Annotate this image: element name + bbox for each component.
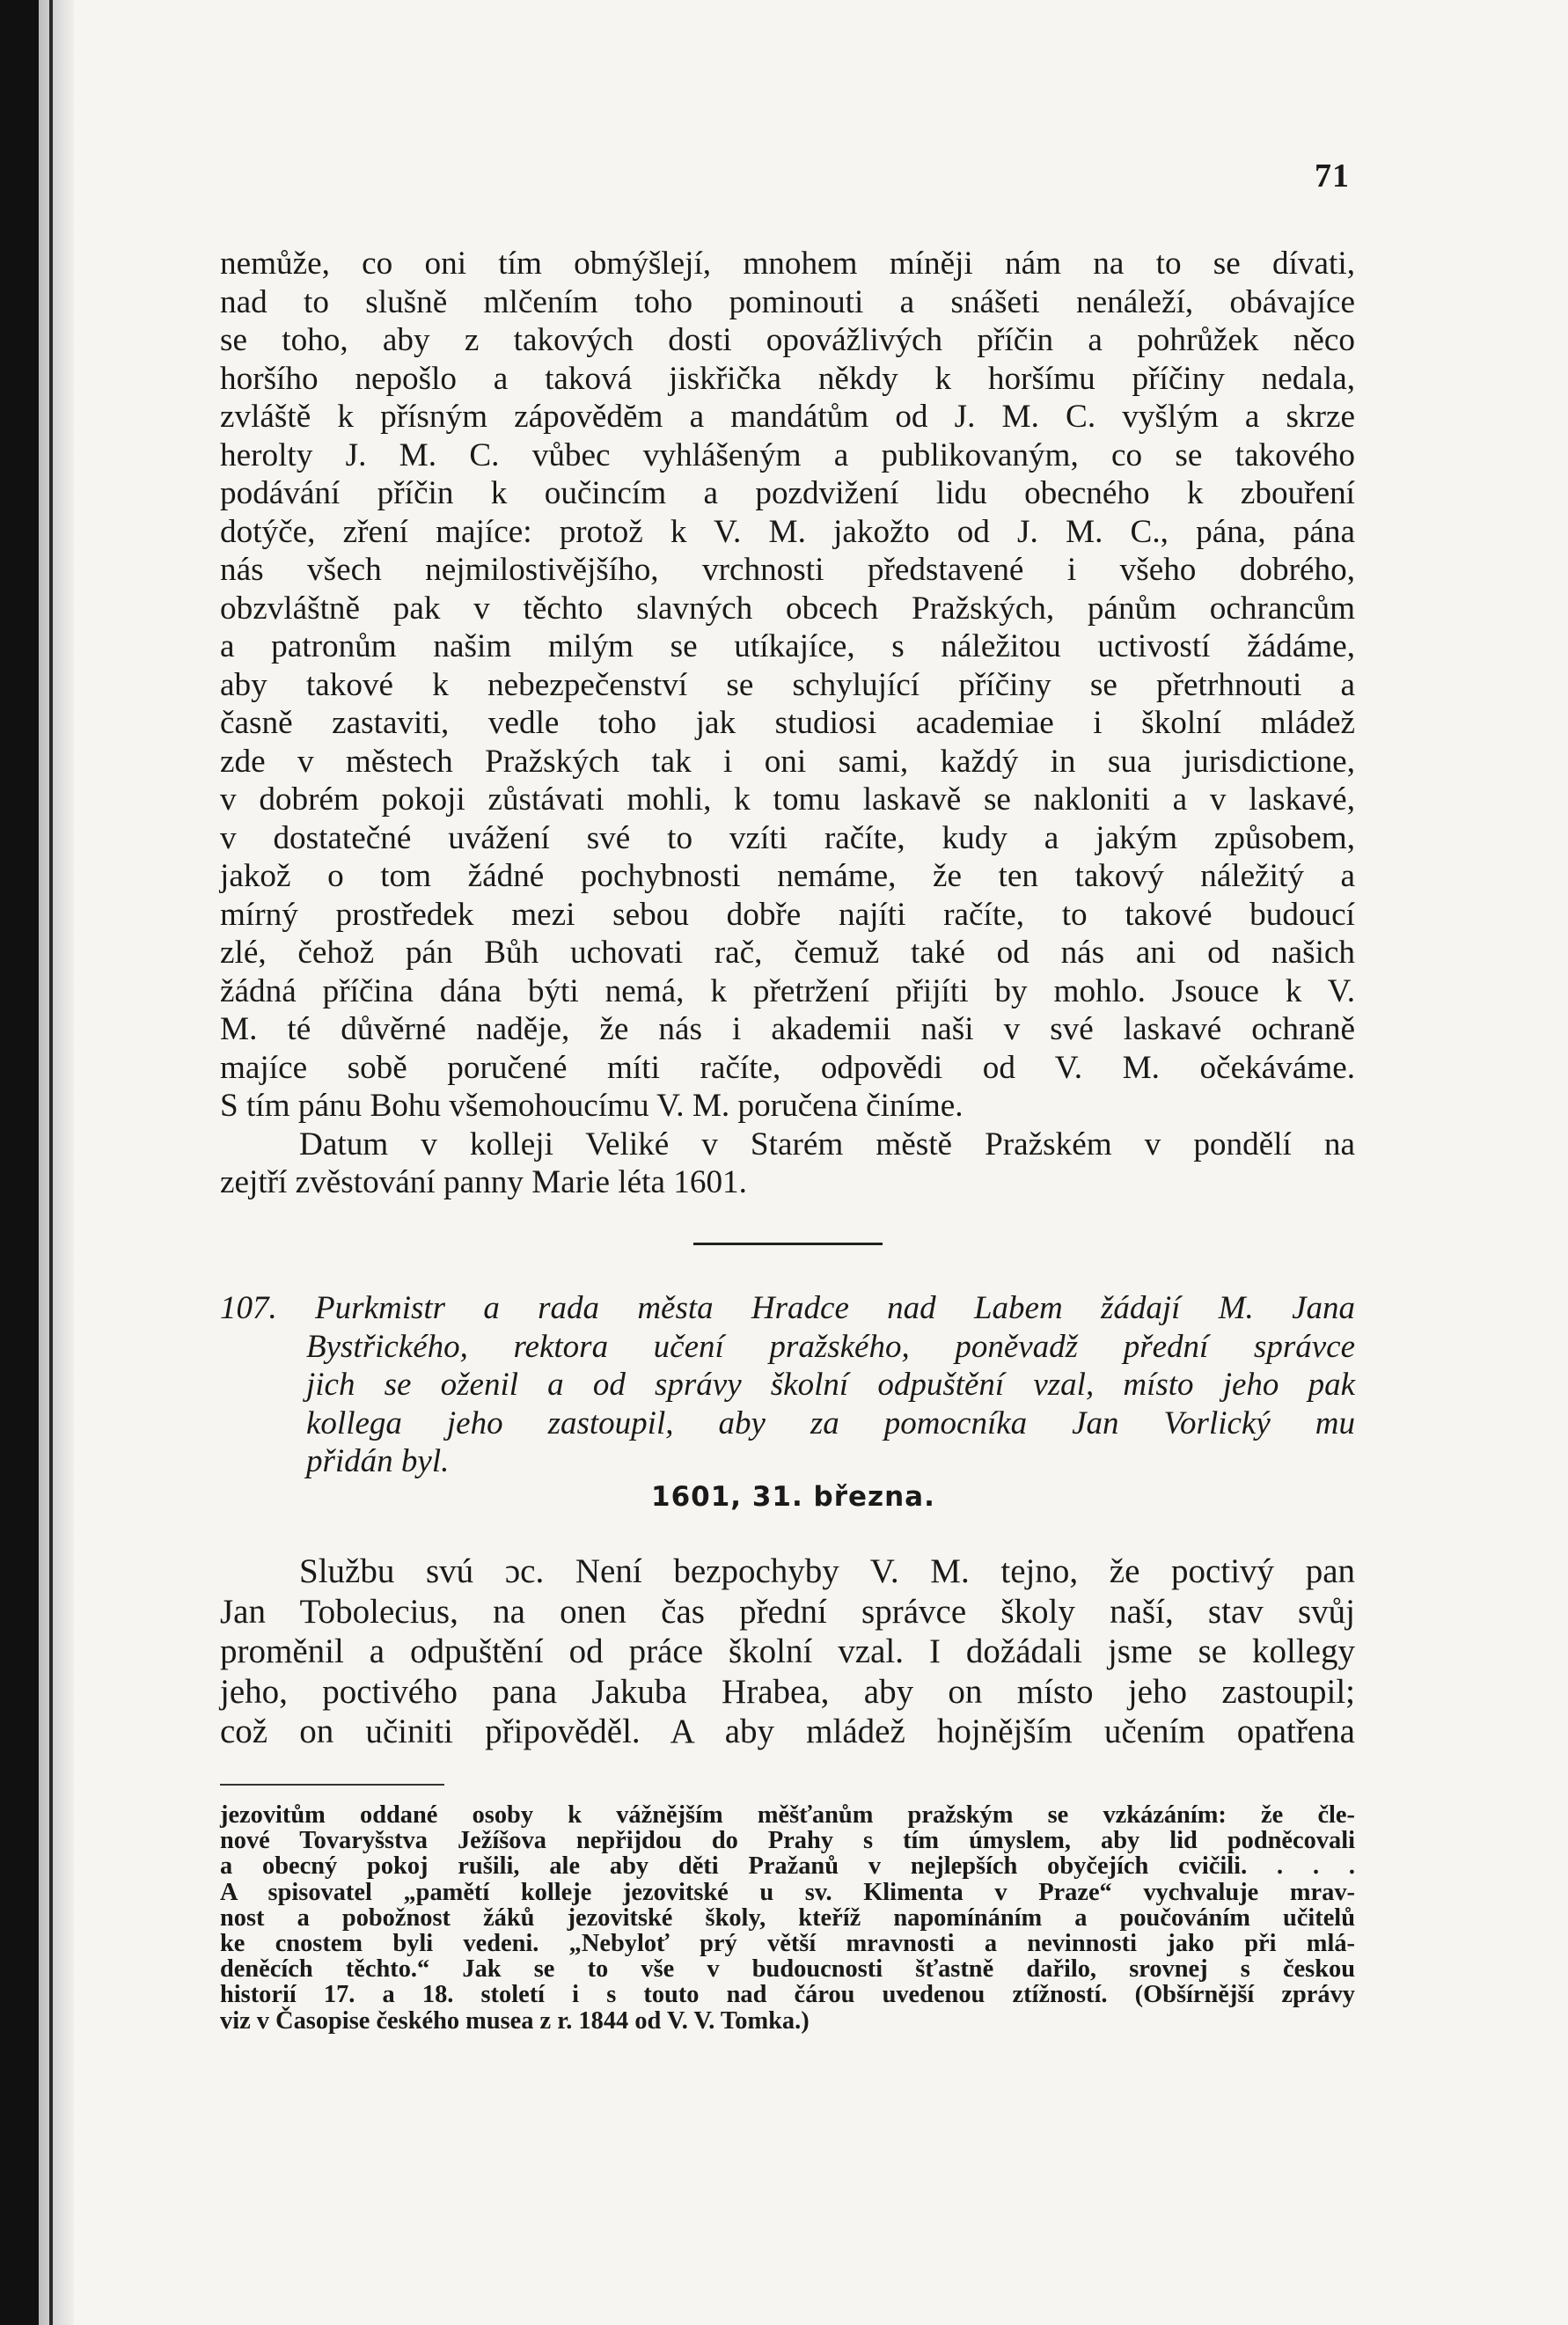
text-line: obzvláštně pak v těchto slavných obcech Pražských, pánům ochrancům	[220, 590, 1355, 627]
page-number: 71	[1315, 158, 1350, 194]
text-line: zlé, čehož pán Bůh uchovati rač, čemuž také od nás ani od našich	[220, 935, 1355, 971]
text-line: M. té důvěrné naděje, že nás i akademii naši v své laskavé ochraně	[220, 1011, 1355, 1047]
document-number: 107.	[220, 1290, 277, 1326]
footnote-line: A spisovatel „pamětí kolleje jezovitské u sv. Klimenta v Praze“ vychvaluje mrav-	[220, 1878, 1355, 1906]
text-line: podávání příčin k oučincím a pozdvižení lidu obecného k zbouření	[220, 475, 1355, 511]
heading-line: přidán byl.	[306, 1443, 450, 1479]
footnote-line: nost a pobožnost žáků jezovitské školy, kteříž napomínáním a poučováním učitelů	[220, 1903, 1355, 1932]
document-date: 1601, 31. března.	[651, 1481, 935, 1513]
text-line: majíce sobě poručené míti račíte, odpovědi od V. M. očekáváme.	[220, 1049, 1355, 1086]
footnote-line: ke cnostem byli vedeni. „Nebyloť prý větší mravnosti a nevinnosti jako při mlá-	[220, 1930, 1355, 1958]
text-line: časně zastaviti, vedle toho jak studiosi academiae i školní mládež	[220, 705, 1355, 741]
text-line: nemůže, co oni tím obmýšlejí, mnohem míněji nám na to se dívati,	[220, 246, 1355, 282]
section-divider	[693, 1243, 883, 1245]
heading-line: kollega jeho zastoupil, aby za pomocníka Jan Vorlický mu	[306, 1405, 1355, 1441]
gutter-line	[49, 0, 53, 2325]
footnote-line: deněcích těchto.“ Jak se to vše v budoucnosti šťastně dařilo, srovnej s českou	[220, 1955, 1355, 1984]
text-line: jakož o tom žádné pochybnosti nemáme, že ten takový náležitý a	[220, 858, 1355, 894]
heading-line: Bystřického, rektora učení pražského, poněvadž přední správce	[306, 1328, 1355, 1365]
footnote-line: viz v Časopise českého musea z r. 1844 od V. V. Tomka.)	[220, 2006, 810, 2035]
book-spine-shadow	[0, 0, 39, 2325]
footnote-rule	[220, 1784, 444, 1786]
heading-text: Purkmistr a rada města Hradce nad Labem žádají M. Jana	[315, 1290, 1356, 1326]
text-line: dotýče, zření majíce: protož k V. M. jakožto od J. M. C., pána, pána	[220, 513, 1355, 550]
text-line: se toho, aby z takových dosti opovážlivých příčin a pohrůžek něco	[220, 322, 1355, 358]
page-gutter	[39, 0, 74, 2325]
text-line: herolty J. M. C. vůbec vyhlášeným a publikovaným, co se takového	[220, 436, 1355, 473]
text-line: nad to slušně mlčením toho pominouti a snášeti nenáleží, obávajíce	[220, 283, 1355, 320]
text-line: a patronům našim milým se utíkajíce, s náležitou uctivostí žádáme,	[220, 628, 1355, 664]
text-line: nás všech nejmilostivějšího, vrchnosti představené i všeho dobrého,	[220, 552, 1355, 588]
text-line: S tím pánu Bohu všemohoucímu V. M. poručena činíme.	[220, 1088, 964, 1124]
text-line: Jan Tobolecius, na onen čas přední správce školy naší, stav svůj	[220, 1592, 1355, 1631]
main-text	[220, 245, 1355, 1202]
document-heading	[220, 1289, 1355, 1481]
footnote-line: nové Tovaryšstva Ježíšova nepřijdou do Prahy s tím úmyslem, aby lid podněcovali	[220, 1827, 1355, 1855]
text-line: zvláště k přísným zápovědĕm a mandátům od J. M. C. vyšlým a skrze	[220, 399, 1355, 435]
text-line: v dostatečné uvážení své to vzíti račíte, kudy a jakým způsobem,	[220, 819, 1355, 856]
text-line: aby takové k nebezpečenství se schylující příčiny se přetrhnouti a	[220, 666, 1355, 703]
text-line: horšího nepošlo a taková jiskřička někdy k horšímu příčiny nedala,	[220, 360, 1355, 397]
closing-line: Datum v kolleji Veliké v Starém městě Pražském v pondělí na	[299, 1126, 1355, 1162]
footnotes	[220, 1802, 1355, 2034]
letter-text	[220, 1551, 1355, 1752]
footnote-line: historií 17. a 18. století i s touto nad čárou uvedenou ztížností. (Obšírnější zprávy	[220, 1981, 1355, 2009]
heading-line-first	[220, 1289, 1355, 1328]
text-line: Službu svú ɔc. Není bezpochyby V. M. tejno, že poctivý pan	[299, 1552, 1355, 1590]
text-line: jeho, poctivého pana Jakuba Hrabea, aby on místo jeho zastoupil;	[220, 1672, 1355, 1711]
closing-line: zejtří zvěstování panny Marie léta 1601.	[220, 1164, 747, 1200]
text-line: v dobrém pokoji zůstávati mohli, k tomu laskavě se nakloniti a v laskavé,	[220, 781, 1355, 818]
text-line: žádná příčina dána býti nemá, k přetržení přijíti by mohlo. Jsouce k V.	[220, 972, 1355, 1009]
text-line: což on učiniti připověděl. A aby mládež hojnějším učením opatřena	[220, 1713, 1355, 1750]
text-line: proměnil a odpuštění od práce školní vzal. I dožádali jsme se kollegy	[220, 1632, 1355, 1670]
text-line: zde v městech Pražských tak i oni sami, každý in sua jurisdictione,	[220, 743, 1355, 780]
footnote-line: jezovitům oddané osoby k vážnějším měšťanům pražským se vzkázáním: že čle-	[220, 1801, 1355, 1829]
text-line: mírný prostředek mezi sebou dobře najíti račíte, to takové budoucí	[220, 896, 1355, 933]
footnote-line: a obecný pokoj rušili, ale aby děti Pražanů v nejlepších obyčejích cvičili. . . .	[220, 1852, 1355, 1881]
heading-line: jich se oženil a od správy školní odpuštění vzal, místo jeho pak	[306, 1367, 1355, 1403]
